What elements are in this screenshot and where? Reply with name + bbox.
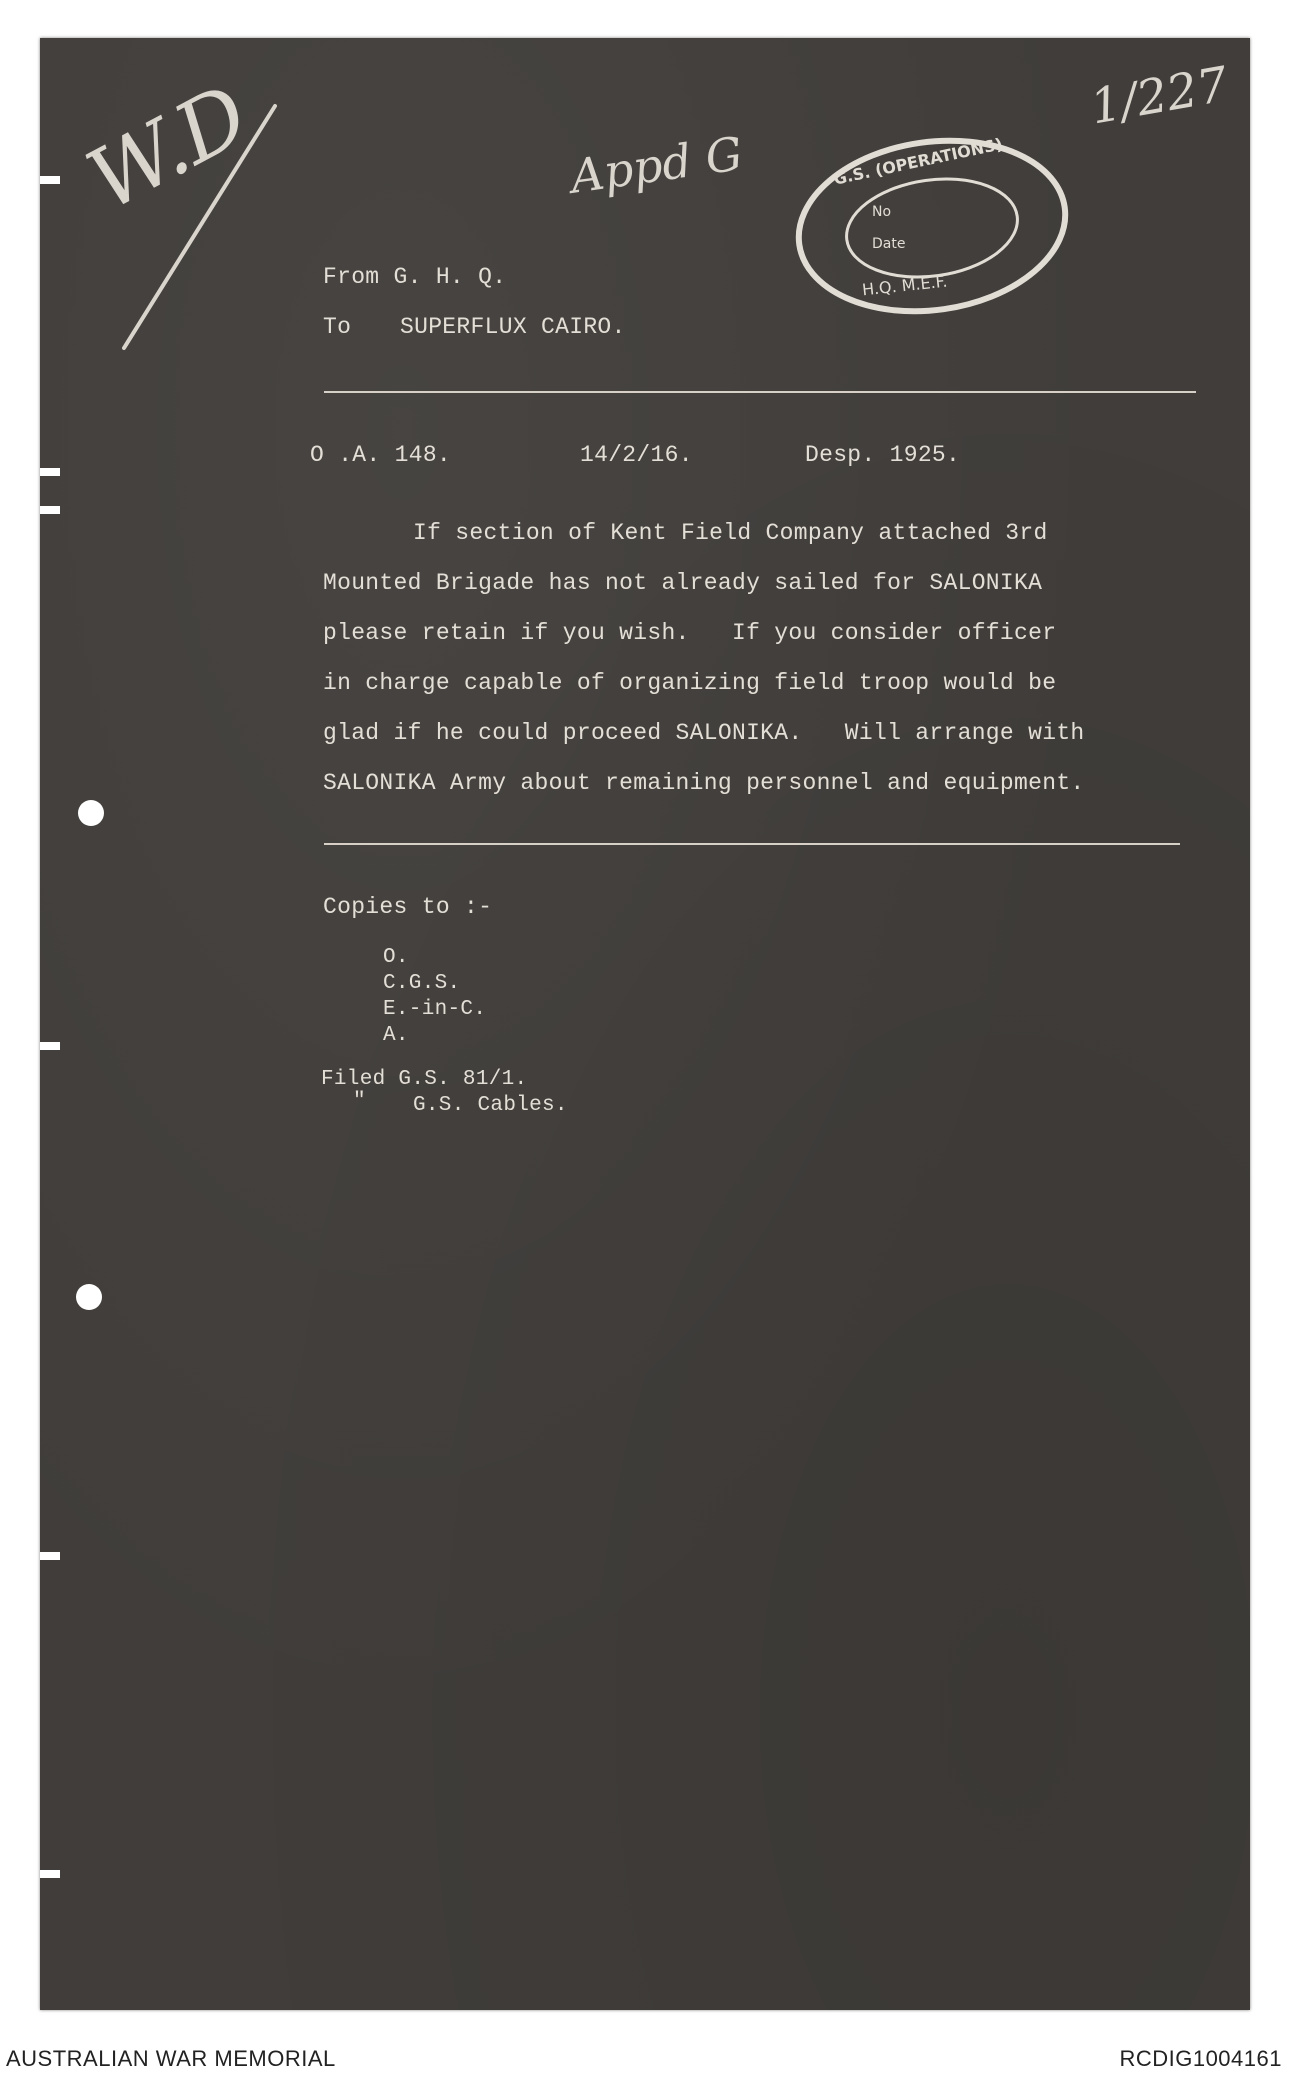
copy-recipient: A. [383,1024,409,1047]
office-stamp [792,136,1072,316]
reference-date: 14/2/16. [580,442,693,468]
pencil-slash [110,98,290,358]
header-divider [324,391,1196,393]
message-line: If section of Kent Field Company attached 3rd [413,520,1048,546]
folio-number: 1/227 [1086,56,1233,136]
stamp-number-label: No [872,204,892,220]
copies-label: Copies to :- [323,894,493,920]
binding-tab [40,1042,60,1050]
archive-reference: RCDIG1004161 [1119,2046,1282,2071]
reference-number: O .A. 148. [310,442,452,468]
to-label: To [323,314,352,340]
ditto-mark: " [353,1090,366,1113]
document-sheet [40,38,1250,2010]
stamp-date-label: Date [872,236,906,252]
binding-tab [40,1552,60,1560]
message-line: glad if he could proceed SALONIKA. Will arrange with [323,720,1085,746]
punch-hole-top [78,800,104,826]
binding-tab [40,468,60,476]
copy-recipient: O. [383,946,409,969]
binding-tab [40,1870,60,1878]
message-line: in charge capable of organizing field troop would be [323,670,1057,696]
initials-mark: Appd G [567,126,746,204]
archive-credit: AUSTRALIAN WAR MEMORIAL [6,2046,336,2071]
message-line: SALONIKA Army about remaining personnel and equipment. [323,770,1085,796]
message-line: Mounted Brigade has not already sailed for SALONIKA [323,570,1043,596]
from-line: From G. H. Q. [323,264,507,290]
to-value: SUPERFLUX CAIRO. [400,314,626,340]
wd-mark: W.D [72,65,265,230]
stamp-bottom-text: H.Q. M.E.F. [861,271,949,300]
stamp-ring-text: G.S. (OPERATIONS) [831,134,1005,189]
punch-hole-bottom [76,1284,102,1310]
despatch-number: Desp. 1925. [805,442,961,468]
binding-tab [40,176,60,184]
filed-line-cables: G.S. Cables. [413,1094,568,1117]
copy-recipient: E.-in-C. [383,998,487,1021]
copy-recipient: C.G.S. [383,972,461,995]
body-divider [324,843,1180,845]
message-line: please retain if you wish. If you consider officer [323,620,1057,646]
filed-line: Filed G.S. 81/1. [321,1068,528,1091]
binding-tab [40,506,60,514]
